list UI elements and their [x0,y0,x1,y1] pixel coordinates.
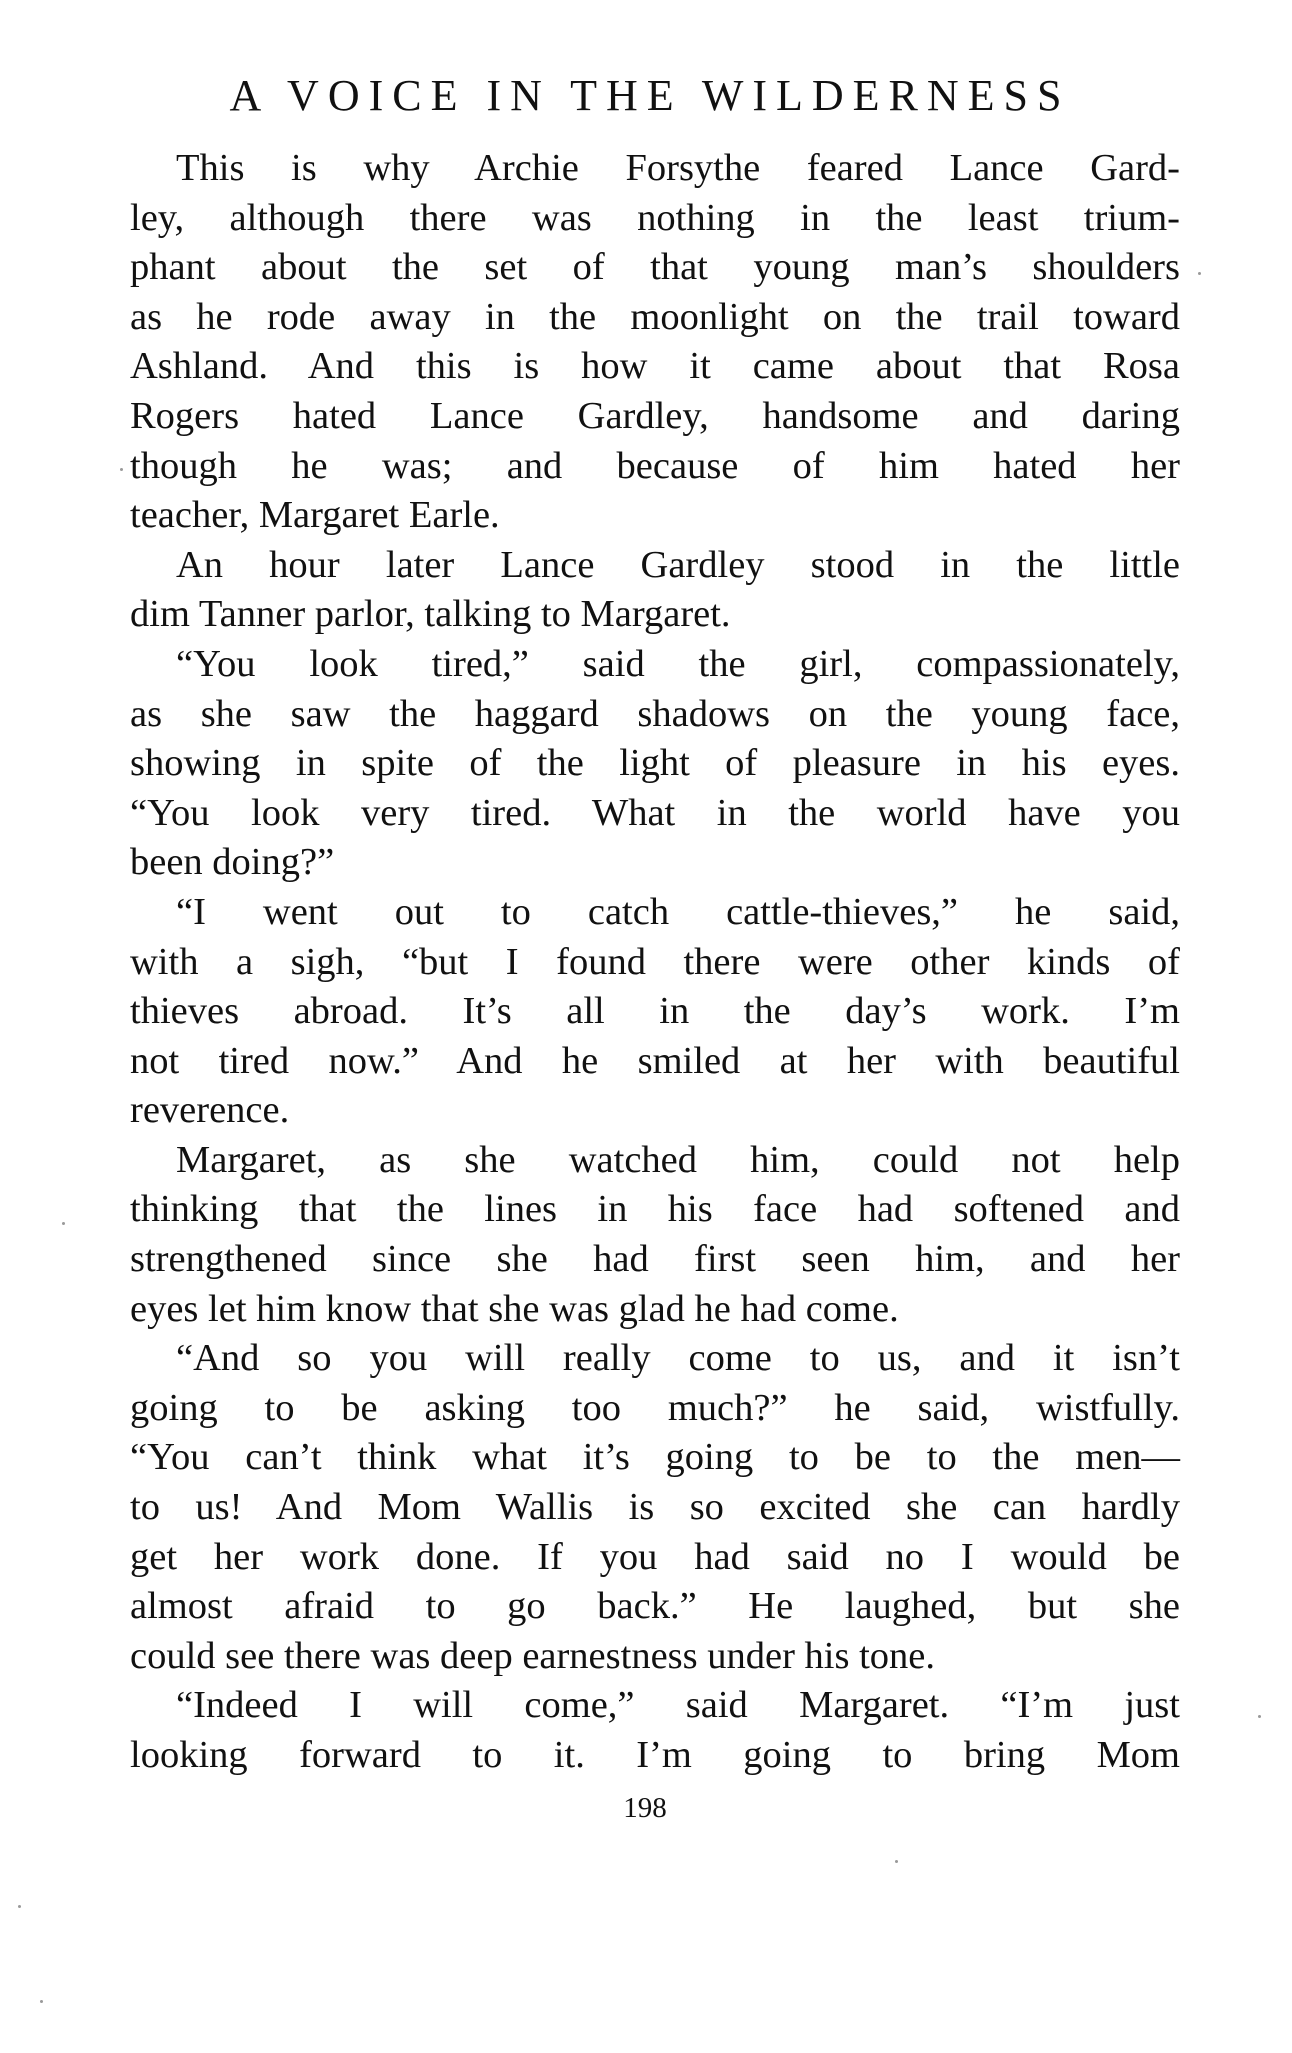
text-line: “You look tired,” said the girl, compassionately, [176,642,1180,685]
paragraph-4 [130,888,1180,1136]
text-line: eyes let him know that she was glad he had come. [130,1287,899,1330]
text-line: teacher, Margaret Earle. [130,494,500,537]
text-line: to us! And Mom Wallis is so excited she can hardly [130,1486,1180,1529]
body-text [130,144,1180,1781]
paragraph-5 [130,1136,1180,1334]
paragraph-2 [130,541,1180,640]
running-head: A VOICE IN THE WILDERNESS [229,71,1071,120]
text-line: with a sigh, “but I found there were other kinds of [130,940,1180,983]
text-line: Margaret, as she watched him, could not help [176,1138,1180,1181]
text-line: Ashland. And this is how it came about that Rosa [130,345,1180,388]
paragraph-1 [130,144,1180,541]
text-line: “Indeed I will come,” said Margaret. “I’m just [176,1684,1180,1727]
text-line: This is why Archie Forsythe feared Lance Gard- [176,147,1180,189]
text-line: An hour later Lance Gardley stood in the little [176,543,1180,586]
text-line: “You can’t think what it’s going to be to the men— [130,1436,1180,1479]
text-line: looking forward to it. I’m going to bring Mom [130,1734,1180,1776]
page-number: 198 [623,1792,667,1824]
text-line: thieves abroad. It’s all in the day’s work. I’m [130,990,1180,1033]
paragraph-3 [130,640,1180,888]
text-line: “You look very tired. What in the world have you [130,791,1180,834]
text-line: though he was; and because of him hated her [130,444,1180,487]
text-line: Rogers hated Lance Gardley, handsome and daring [130,394,1180,437]
paper-speck [1258,1715,1261,1718]
text-line: almost afraid to go back.” He laughed, but she [130,1585,1180,1628]
text-line: thinking that the lines in his face had softened and [130,1188,1180,1231]
text-line: as he rode away in the moonlight on the trail toward [130,295,1180,338]
text-line: strengthened since she had first seen him, and her [130,1238,1180,1281]
text-line: get her work done. If you had said no I would be [130,1535,1180,1578]
paper-speck [1198,272,1201,275]
text-line: not tired now.” And he smiled at her with beautiful [130,1039,1180,1082]
text-line: could see there was deep earnestness under his tone. [130,1634,936,1677]
paper-speck [895,1860,898,1863]
text-line: “I went out to catch cattle-thieves,” he said, [176,890,1180,933]
paper-speck [62,1222,65,1225]
text-line: going to be asking too much?” he said, wistfully. [130,1386,1180,1429]
text-line: reverence. [130,1089,290,1132]
paper-speck [18,1905,21,1908]
text-line: phant about the set of that young man’s shoulders [130,246,1180,289]
text-line: “And so you will really come to us, and it isn’t [176,1337,1180,1380]
paper-speck [120,468,123,471]
text-line: ley, although there was nothing in the least trium- [130,196,1180,239]
paragraph-7 [130,1681,1180,1780]
text-line: been doing?” [130,841,335,884]
text-line: as she saw the haggard shadows on the young face, [130,692,1180,735]
paper-speck [40,2000,43,2003]
text-line: showing in spite of the light of pleasure in his eyes. [130,742,1180,785]
text-line: dim Tanner parlor, talking to Margaret. [130,593,731,636]
paragraph-6 [130,1334,1180,1681]
